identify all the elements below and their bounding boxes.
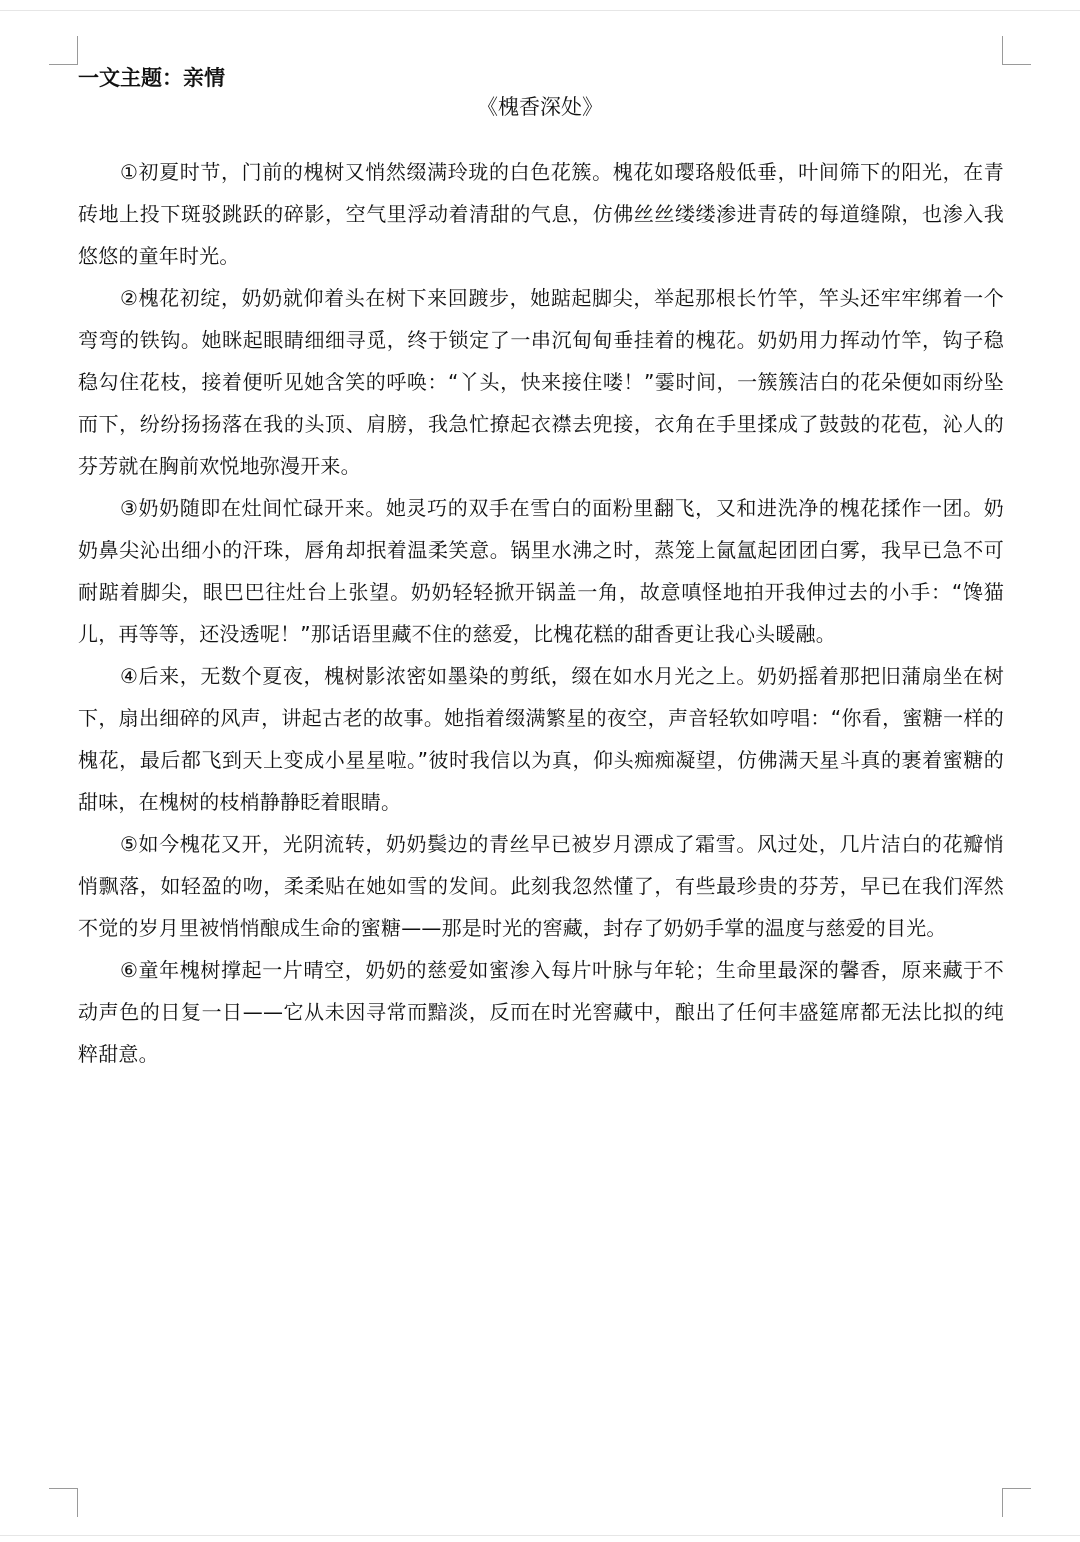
essay-body [78, 151, 1004, 1075]
crop-mark-top-left [49, 36, 78, 65]
paragraph-5: ⑤如今槐花又开，光阴流转，奶奶鬓边的青丝早已被岁月漂成了霜雪。风过处，几片洁白的花瓣悄悄飘落，如轻盈的吻，柔柔贴在她如雪的发间。此刻我忽然懂了，有些最珍贵的芬芳，早已在我们浑然不觉的岁月里被悄悄酿成生命的蜜糖——那是时光的窖藏，封存了奶奶手掌的温度与慈爱的目光。 [78, 832, 1004, 940]
paragraph-2: ②槐花初绽，奶奶就仰着头在树下来回踱步，她踮起脚尖，举起那根长竹竿，竿头还牢牢绑着一个弯弯的铁钩。她眯起眼睛细细寻觅，终于锁定了一串沉甸甸垂挂着的槐花。奶奶用力挥动竹竿，钩子稳稳勾住花枝，接着便听见她含笑的呼唤：“丫头，快来接住喽！”霎时间，一簇簇洁白的花朵便如雨纷坠而下，纷纷扬扬落在我的头顶、肩膀，我急忙撩起衣襟去兜接，衣角在手里揉成了鼓鼓的花苞，沁人的芬芳就在胸前欢悦地弥漫开来。 [78, 286, 1004, 478]
page-top-edge [0, 10, 1080, 11]
paragraph-1: ①初夏时节，门前的槐树又悄然缀满玲珑的白色花簇。槐花如璎珞般低垂，叶间筛下的阳光，在青砖地上投下斑驳跳跃的碎影，空气里浮动着清甜的气息，仿佛丝丝缕缕渗进青砖的每道缝隙，也渗入我悠悠的童年时光。 [78, 160, 1004, 268]
page-bottom-edge [0, 1535, 1080, 1536]
essay-title: 《槐香深处》 [477, 95, 603, 119]
crop-mark-bottom-left [49, 1488, 78, 1517]
paragraph-4: ④后来，无数个夏夜，槐树影浓密如墨染的剪纸，缀在如水月光之上。奶奶摇着那把旧蒲扇坐在树下，扇出细碎的风声，讲起古老的故事。她指着缀满繁星的夜空，声音轻软如哼唱：“你看，蜜糖一样的槐花，最后都飞到天上变成小星星啦。”彼时我信以为真，仰头痴痴凝望，仿佛满天星斗真的裹着蜜糖的甜味，在槐树的枝梢静静眨着眼睛。 [78, 664, 1004, 814]
crop-mark-bottom-right [1002, 1488, 1031, 1517]
theme-heading: 一文主题：亲情 [78, 66, 225, 90]
paragraph-3: ③奶奶随即在灶间忙碌开来。她灵巧的双手在雪白的面粉里翻飞，又和进洗净的槐花揉作一团。奶奶鼻尖沁出细小的汗珠，唇角却抿着温柔笑意。锅里水沸之时，蒸笼上氤氲起团团白雾，我早已急不可耐踮着脚尖，眼巴巴往灶台上张望。奶奶轻轻掀开锅盖一角，故意嗔怪地拍开我伸过去的小手：“馋猫儿，再等等，还没透呢！”那话语里藏不住的慈爱，比槐花糕的甜香更让我心头暖融。 [78, 496, 1004, 646]
crop-mark-top-right [1002, 36, 1031, 65]
paragraph-6: ⑥童年槐树撑起一片晴空，奶奶的慈爱如蜜渗入每片叶脉与年轮；生命里最深的馨香，原来藏于不动声色的日复一日——它从未因寻常而黯淡，反而在时光窖藏中，酿出了任何丰盛筵席都无法比拟的纯粹甜意。 [78, 958, 1004, 1066]
